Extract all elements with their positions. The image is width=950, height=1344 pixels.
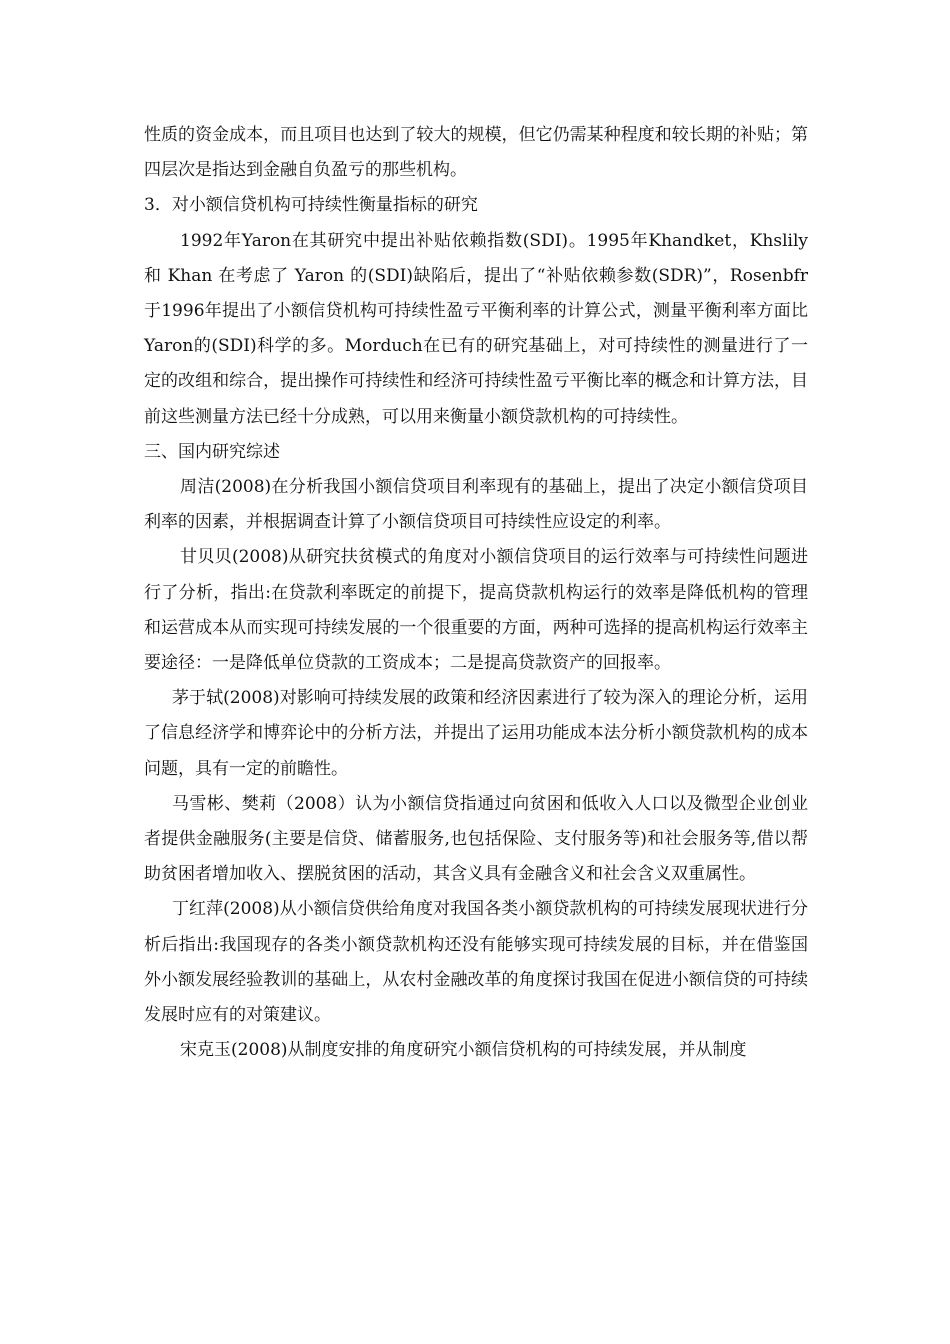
paragraph-gan-beibei: 甘贝贝(2008)从研究扶贫模式的角度对小额信贷项目的运行效率与可持续性问题进行了分析，指出:在贷款利率既定的前提下，提高贷款机构运行的效率是降低机构的管理和运营成本从而实现可持续发展的一个很重要的方面，两种可选择的提高机构运行效率主要途径：一是降低单位贷款的工资成本；二是提高贷款资产的回报率。 [144, 547, 808, 674]
paragraph-continuation: 性质的资金成本，而且项目也达到了较大的规模，但它仍需某种程度和较长期的补贴；第四层次是指达到金融自负盈亏的那些机构。 [144, 125, 808, 181]
document-body [144, 118, 808, 1068]
paragraph-ding-hongping: 丁红萍(2008)从小额信贷供给角度对我国各类小额贷款机构的可持续发展现状进行分析后指出:我国现存的各类小额贷款机构还没有能够实现可持续发展的目标，并在借鉴国外小额发展经验教训的基础上，从农村金融改革的角度探讨我国在促进小额信贷的可持续发展时应有的对策建议。 [144, 899, 808, 1026]
subsection-heading: 3．对小额信贷机构可持续性衡量指标的研究 [144, 195, 478, 216]
paragraph-mao-yushi: 茅于轼(2008)对影响可持续发展的政策和经济因素进行了较为深入的理论分析，运用了信息经济学和博弈论中的分析方法，并提出了运用功能成本法分析小额贷款机构的成本问题，具有一定的前瞻性。 [144, 688, 808, 779]
paragraph-sustainability-indicators: 1992年Yaron在其研究中提出补贴依赖指数(SDI)。1995年Khandket，Khslily 和 Khan 在考虑了 Yaron 的(SDI)缺陷后，提出了“补贴依赖参数(SDR)”，Rosenbfr于1996年提出了小额信贷机构可持续性盈亏平衡利率的计算公式，测量平衡利率方面比Yaron的(SDI)科学的多。Morduch在已有的研究基础上，对可持续性的测量进行了一定的改组和综合，提出操作可持续性和经济可持续性盈亏平衡比率的概念和计算方法，目前这些测量方法已经十分成熟，可以用来衡量小额贷款机构的可持续性。 [144, 230, 808, 427]
paragraph-song-keyu: 宋克玉(2008)从制度安排的角度研究小额信贷机构的可持续发展，并从制度 [180, 1040, 747, 1061]
paragraph-ma-xuebin: 马雪彬、樊莉（2008）认为小额信贷指通过向贫困和低收入人口以及微型企业创业者提供金融服务(主要是信贷、储蓄服务,也包括保险、支付服务等)和社会服务等,借以帮助贫困者增加收入、摆脱贫困的活动，其含义具有金融含义和社会含义双重属性。 [144, 793, 808, 885]
section-heading: 三、国内研究综述 [144, 441, 280, 462]
paragraph-zhou-jie: 周洁(2008)在分析我国小额信贷项目利率现有的基础上，提出了决定小额信贷项目利率的因素，并根据调查计算了小额信贷项目可持续性应设定的利率。 [144, 477, 808, 533]
